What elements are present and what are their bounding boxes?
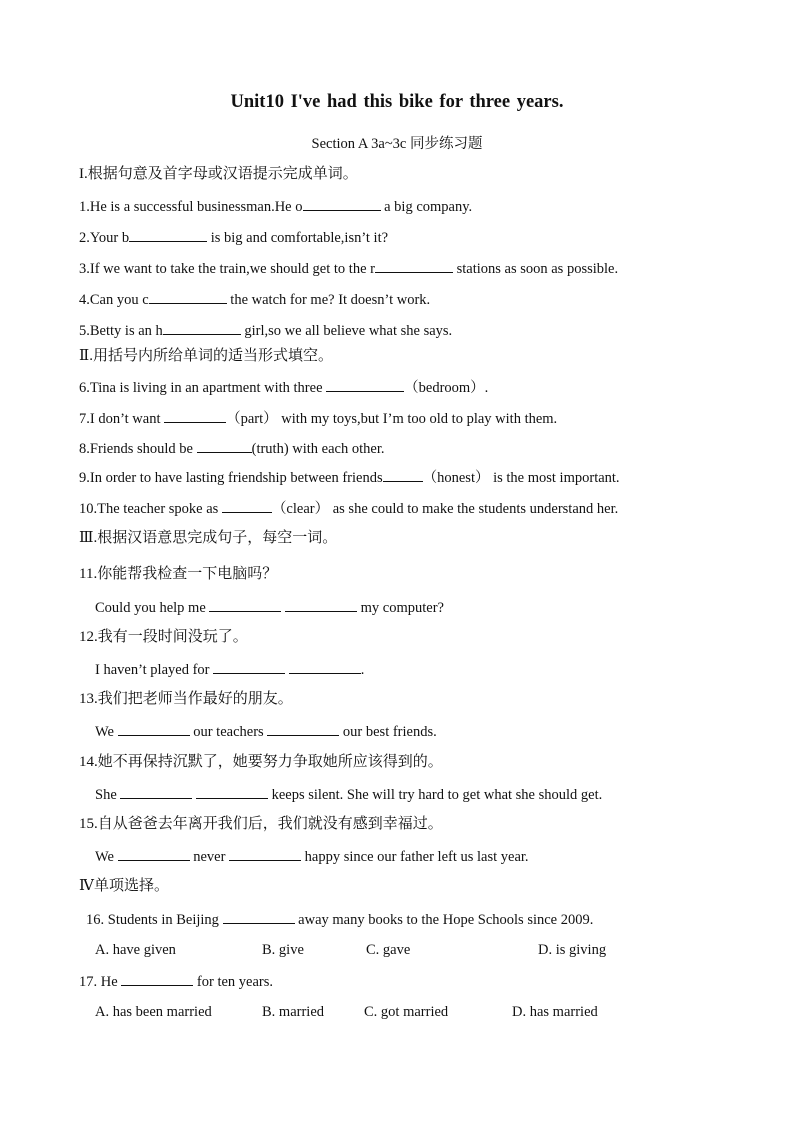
question-12-text-end: .	[360, 662, 365, 678]
question-8-text-end: (truth) with each other.	[251, 441, 385, 457]
question-12-english	[95, 659, 364, 680]
question-2-text-end: is big and comfortable,isn’t it?	[207, 230, 389, 246]
option-d[interactable]: D. has married	[512, 1004, 598, 1020]
answer-blank[interactable]	[213, 659, 285, 674]
question-3	[79, 258, 618, 279]
answer-blank[interactable]	[163, 320, 241, 335]
question-13-english	[95, 721, 437, 742]
question-5-text: 5.Betty is an h	[79, 323, 163, 339]
question-7-text-end: （part） with my toys,but I’m too old to play with them.	[226, 411, 558, 427]
question-12-chinese: 12.我有一段时间没玩了。	[79, 629, 248, 645]
option-c[interactable]: C. got married	[364, 1004, 449, 1020]
question-9	[79, 467, 620, 488]
question-5	[79, 320, 452, 341]
question-17-text-end: for ten years.	[193, 974, 274, 990]
section-4-heading: Ⅳ单项选择。	[79, 878, 169, 894]
question-6	[79, 377, 488, 398]
question-5-text-end: girl,so we all believe what she says.	[240, 323, 453, 339]
answer-blank[interactable]	[326, 377, 404, 392]
question-17	[79, 971, 273, 992]
answer-blank[interactable]	[197, 438, 252, 453]
answer-blank[interactable]	[222, 498, 272, 513]
question-1-text-end: a big company.	[380, 199, 473, 215]
question-15-english	[95, 846, 529, 867]
answer-blank[interactable]	[303, 196, 381, 211]
question-15-chinese: 15.自从爸爸去年离开我们后，我们就没有感到幸福过。	[79, 816, 443, 832]
answer-blank[interactable]	[120, 784, 192, 799]
question-13-chinese: 13.我们把老师当作最好的朋友。	[79, 691, 293, 707]
answer-blank[interactable]	[149, 289, 227, 304]
answer-blank[interactable]	[375, 258, 453, 273]
question-15-text-end: happy since our father left us last year.	[301, 849, 529, 865]
option-a[interactable]: A. have given	[95, 942, 176, 958]
question-6-text: 6.Tina is living in an apartment with three	[79, 380, 327, 396]
question-9-text-end: （honest） is the most important.	[422, 470, 620, 486]
question-16-text-end: away many books to the Hope Schools since 2009.	[294, 912, 594, 928]
question-16	[86, 909, 593, 930]
answer-blank[interactable]	[121, 971, 193, 986]
question-8-text: 8.Friends should be	[79, 441, 197, 457]
question-13-text-end: our best friends.	[339, 724, 437, 740]
answer-blank[interactable]	[164, 408, 226, 423]
answer-blank[interactable]	[129, 227, 207, 242]
question-14-text-end: keeps silent. She will try hard to get what she should get.	[268, 787, 603, 803]
section-1-heading: I.根据句意及首字母或汉语提示完成单词。	[79, 166, 358, 182]
option-b[interactable]: B. married	[262, 1004, 325, 1020]
answer-blank[interactable]	[289, 659, 361, 674]
section-2-heading: Ⅱ.用括号内所给单词的适当形式填空。	[79, 348, 333, 364]
question-2	[79, 227, 388, 248]
answer-blank[interactable]	[118, 721, 190, 736]
question-11-text: Could you help me	[95, 600, 210, 616]
question-2-text: 2.Your b	[79, 230, 130, 246]
option-d[interactable]: D. is giving	[538, 942, 607, 958]
question-15-text: We	[95, 849, 118, 865]
answer-blank[interactable]	[209, 597, 281, 612]
question-13-text-mid: our teachers	[189, 724, 268, 740]
answer-blank[interactable]	[285, 597, 357, 612]
answer-blank[interactable]	[383, 467, 423, 482]
page-title: Unit10 I've had this bike for three years.	[230, 92, 564, 112]
question-11-english	[95, 597, 444, 618]
page-subtitle: Section A 3a~3c 同步练习题	[311, 136, 483, 152]
question-1	[79, 196, 472, 217]
question-15-text-mid: never	[189, 849, 230, 865]
question-6-text-end: （bedroom）.	[404, 380, 489, 396]
question-8	[79, 438, 384, 459]
answer-blank[interactable]	[196, 784, 268, 799]
question-14-english	[95, 784, 602, 805]
question-17-text: 17. He	[79, 974, 122, 990]
question-7	[79, 408, 557, 429]
question-11-text-end: my computer?	[357, 600, 444, 616]
question-16-text: 16. Students in Beijing	[86, 912, 223, 928]
answer-blank[interactable]	[118, 846, 190, 861]
question-9-text: 9.In order to have lasting friendship between friends	[79, 470, 383, 486]
answer-blank[interactable]	[267, 721, 339, 736]
section-3-heading: Ⅲ.根据汉语意思完成句子，每空一词。	[79, 530, 338, 546]
question-4-text-end: the watch for me? It doesn’t work.	[226, 292, 431, 308]
question-10	[79, 498, 618, 519]
question-14-chinese: 14.她不再保持沉默了，她要努力争取她所应该得到的。	[79, 754, 443, 770]
question-7-text: 7.I don’t want	[79, 411, 165, 427]
question-3-text-end: stations as soon as possible.	[452, 261, 619, 277]
question-10-text-end: （clear） as she could to make the students understand her.	[271, 501, 619, 517]
option-a[interactable]: A. has been married	[95, 1004, 212, 1020]
question-12-text: I haven’t played for	[95, 662, 214, 678]
option-b[interactable]: B. give	[262, 942, 304, 958]
question-14-text: She	[95, 787, 121, 803]
question-10-text: 10.The teacher spoke as	[79, 501, 222, 517]
question-4	[79, 289, 430, 310]
answer-blank[interactable]	[223, 909, 295, 924]
option-c[interactable]: C. gave	[366, 942, 411, 958]
question-1-text: 1.He is a successful businessman.He o	[79, 199, 303, 215]
question-11-chinese: 11.你能帮我检查一下电脑吗？	[79, 566, 278, 582]
question-13-text: We	[95, 724, 118, 740]
answer-blank[interactable]	[229, 846, 301, 861]
question-3-text: 3.If we want to take the train,we should get to the r	[79, 261, 375, 277]
question-4-text: 4.Can you c	[79, 292, 149, 308]
